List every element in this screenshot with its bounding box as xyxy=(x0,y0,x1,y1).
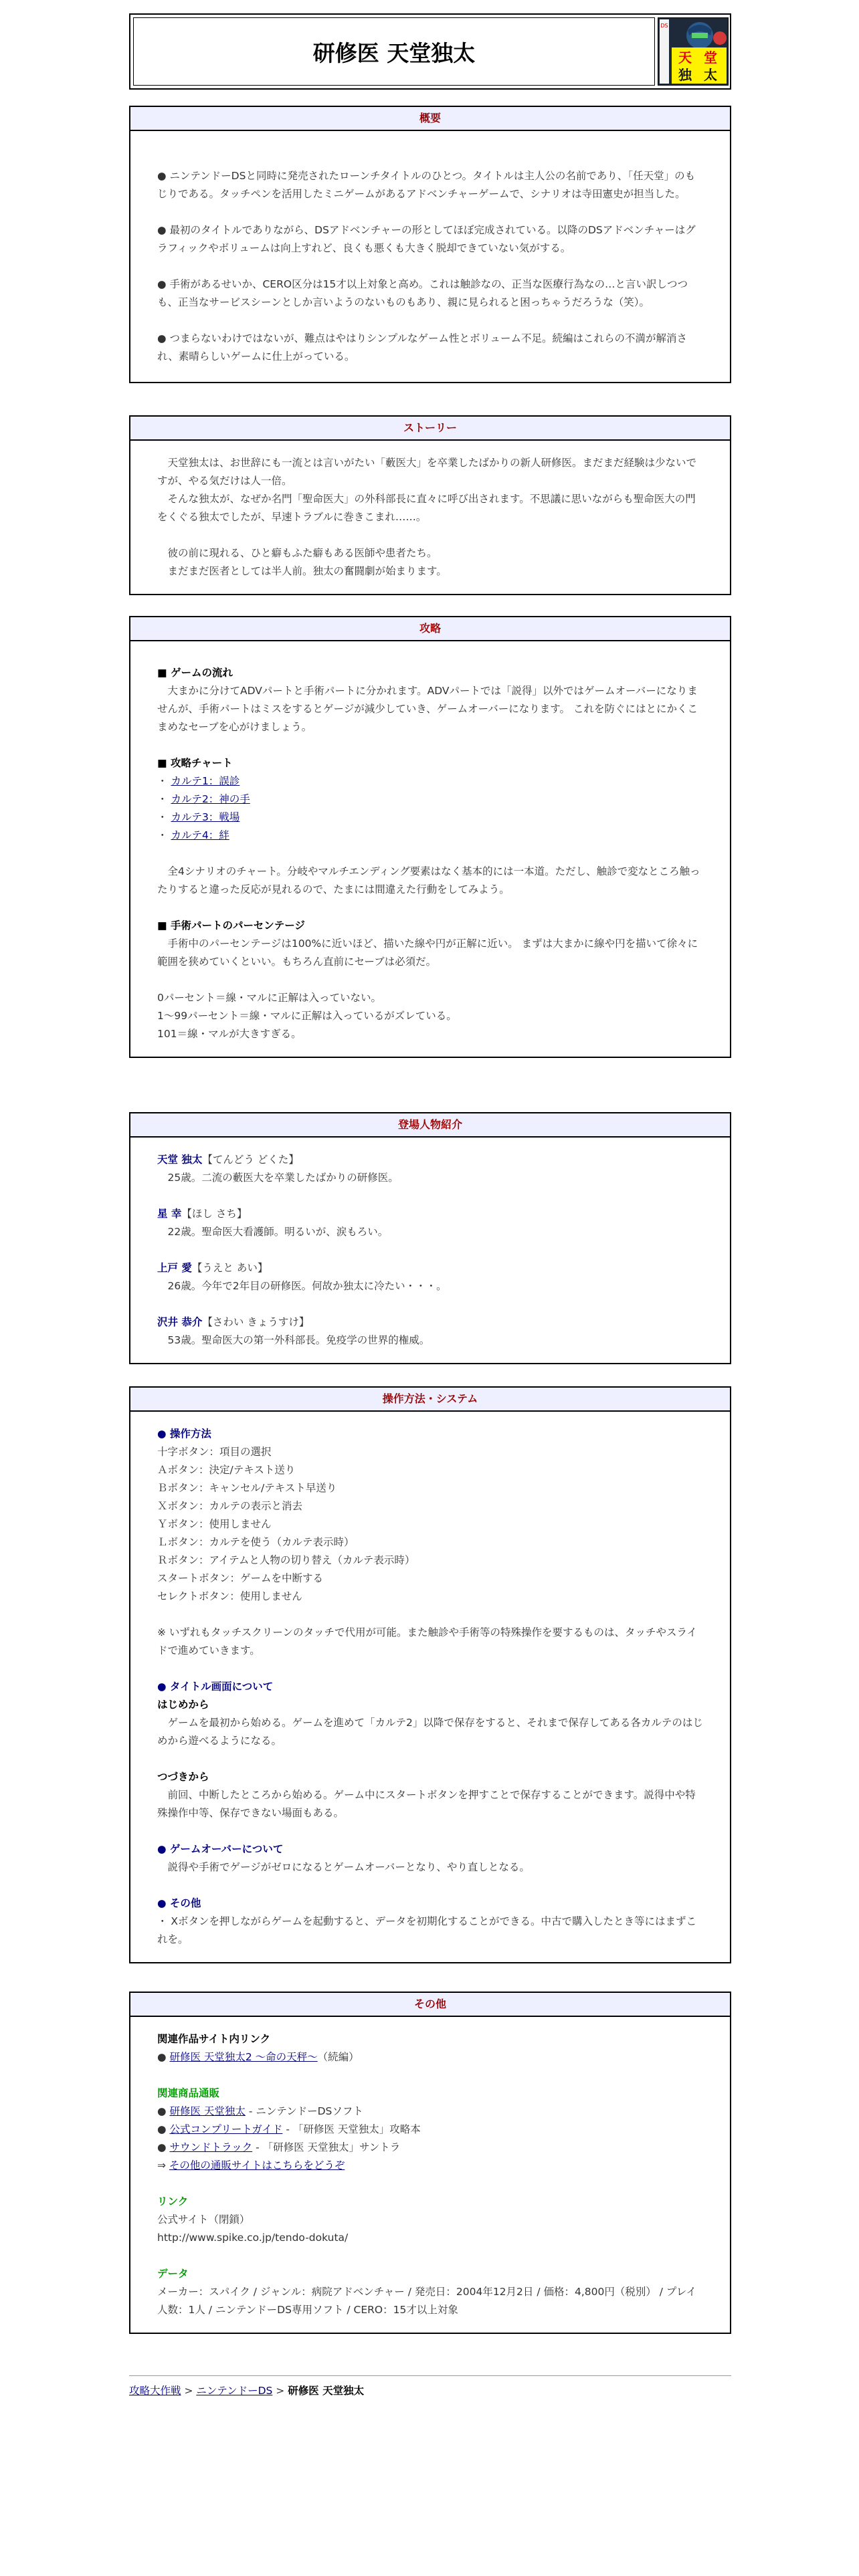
shop-suffix: - ニンテンドーDSソフト xyxy=(245,2105,363,2117)
related-suffix: （続編） xyxy=(317,2051,359,2063)
chart-title: ■ 攻略チャート xyxy=(157,757,233,769)
cover-char-2: 堂 xyxy=(704,49,717,66)
breadcrumb-category[interactable]: ニンテンドーDS xyxy=(196,2385,273,2397)
controls-section xyxy=(129,1386,731,1963)
ops-title: ● 操作方法 xyxy=(157,1428,211,1440)
chart-link-item: ・ カルテ4：絆 xyxy=(157,829,229,841)
op-line: Ａボタン：決定/テキスト送り xyxy=(157,1464,296,1476)
story-section xyxy=(129,415,731,595)
percent-line: 1～99パーセント＝線・マルに正解は入っているがズレている。 xyxy=(157,1010,457,1022)
guide-section xyxy=(129,616,731,1058)
shop-suffix: - 「研修医 天堂独太」攻略本 xyxy=(282,2123,421,2135)
page-header xyxy=(129,13,731,90)
flow-text: 大まかに分けてADVパートと手術パートに分かれます。ADVパートでは「説得」以外ではゲームオーバーになりませんが、手術パートはミスをするとゲージが減少していき、ゲームオーバーになります。 これを防ぐにはとにかくこまめなセーブを心がけましょう。 xyxy=(157,685,698,733)
breadcrumb-sep: > xyxy=(272,2385,288,2397)
shop-link[interactable]: 研修医 天堂独太 xyxy=(169,2105,246,2117)
op-line: Ｘボタン：カルテの表示と消去 xyxy=(157,1500,303,1512)
character-name: 沢井 恭介 xyxy=(157,1316,203,1328)
percent-line: 101＝線・マルが大きすぎる。 xyxy=(157,1028,302,1040)
character-desc: 25歳。二流の藪医大を卒業したばかりの研修医。 xyxy=(157,1172,399,1184)
character-entry xyxy=(157,1151,703,1187)
related-link[interactable]: 研修医 天堂独太2 ～命の天秤～ xyxy=(169,2051,318,2063)
cover-ds-label: DS xyxy=(660,23,668,29)
chart-link-item: ・ カルテ2：神の手 xyxy=(157,793,250,805)
gameover-text: 説得や手術でゲージがゼロになるとゲームオーバーとなり、やり直しとなる。 xyxy=(157,1861,530,1873)
characters-heading: 登場人物紹介 xyxy=(130,1113,730,1138)
shop-item: ● 研修医 天堂独太 - ニンテンドーDSソフト xyxy=(157,2105,363,2117)
guide-heading: 攻略 xyxy=(130,617,730,641)
gameover-title: ● ゲームオーバーについて xyxy=(157,1843,284,1855)
related-title: 関連作品サイト内リンク xyxy=(157,2033,271,2045)
title-screen-title: ● タイトル画面について xyxy=(157,1681,274,1693)
link-url: http://www.spike.co.jp/tendo-dokuta/ xyxy=(157,2232,349,2244)
character-reading: 【うえと あい】 xyxy=(191,1262,268,1274)
link-label: 公式サイト（閉鎖） xyxy=(157,2214,250,2226)
continue-text: 前回、中断したところから始める。ゲーム中にスタートボタンを押すことで保存することができます。説得中や特殊操作中等、保存できない場面もある。 xyxy=(157,1789,696,1819)
op-line: Ｂボタン：キャンセル/テキスト早送り xyxy=(157,1482,337,1494)
character-desc: 26歳。今年で2年目の研修医。何故か独太に冷たい・・・。 xyxy=(157,1280,447,1292)
character-entry xyxy=(157,1205,703,1241)
ops-note: ※ いずれもタッチスクリーンのタッチで代用が可能。また触診や手術等の特殊操作を要するものは、タッチやスライドで進めていきます。 xyxy=(157,1626,698,1656)
op-line: Ｒボタン：アイテムと人物の切り替え（カルテ表示時） xyxy=(157,1554,415,1566)
story-paragraph: 彼の前に現れる、ひと癖もふた癖もある医師や患者たち。 まだまだ医者としては半人前。独太の奮闘劇が始まります。 xyxy=(167,547,447,577)
story-heading: ストーリー xyxy=(130,417,730,441)
link-title: リンク xyxy=(157,2195,189,2208)
characters-section xyxy=(129,1112,731,1364)
overview-paragraph: ● 最初のタイトルでありながら、DSアドベンチャーの形としてほぼ完成されている。以降のDSアドベンチャーはグラフィックやボリュームは向上すれど、良くも悪くも大きく脱却できていない気がする。 xyxy=(157,224,696,254)
overview-section xyxy=(129,106,731,383)
cover-char-1: 天 xyxy=(678,49,692,66)
op-line: Ｌボタン：カルテを使う（カルテ表示時） xyxy=(157,1536,355,1548)
breadcrumb xyxy=(129,2375,731,2397)
chart-link-karte4[interactable]: カルテ4：絆 xyxy=(171,829,229,841)
op-line: スタートボタン：ゲームを中断する xyxy=(157,1572,324,1584)
breadcrumb-home[interactable]: 攻略大作戦 xyxy=(129,2385,181,2397)
misc-heading: その他 xyxy=(130,1993,730,2017)
cover-char-3: 独 xyxy=(678,67,692,83)
game-cover-image xyxy=(658,17,729,86)
title-box xyxy=(133,17,655,86)
overview-paragraph: ● つまらないわけではないが、難点はやはりシンプルなゲーム性とボリューム不足。続編はこれらの不満が解消され、素晴らしいゲームに仕上がっている。 xyxy=(157,332,687,362)
chart-link-karte3[interactable]: カルテ3：戦場 xyxy=(171,811,240,823)
chart-link-karte2[interactable]: カルテ2：神の手 xyxy=(171,793,250,805)
op-line: Ｙボタン：使用しません xyxy=(157,1518,272,1530)
character-reading: 【てんどう どくた】 xyxy=(202,1154,299,1166)
other-text: ・ Xボタンを押しながらゲームを起動すると、データを初期化することができる。中古で購入したとき等にはまずこれを。 xyxy=(157,1915,697,1945)
chart-note: 全4シナリオのチャート。分岐やマルチエンディング要素はなく基本的には一本道。ただし、触診で変なところ触ったりすると違った反応が見れるので、たまには間違えた行動をしてみよう。 xyxy=(157,865,700,895)
continue-title: つづきから xyxy=(157,1771,209,1783)
chart-link-item: ・ カルテ3：戦場 xyxy=(157,811,240,823)
page-title: 研修医 天堂独太 xyxy=(312,39,476,66)
percent-text: 手術中のパーセンテージは100%に近いほど、描いた線や円が正解に近い。 まずは大まかに線や円を描いて徐々に範囲を狭めていくといい。もちろん直前にセーブは必須だ。 xyxy=(157,938,698,968)
overview-paragraph: ● 手術があるせいか、CERO区分は15才以上対象と高め。これは触診なの、正当な医療行為なの…と言い訳しつつも、正当なサービスシーンとしか言いようのないものもあり、親に見られると困っちゃうだろうな（笑）。 xyxy=(157,278,688,308)
cover-art-icon xyxy=(658,18,728,85)
character-reading: 【さわい きょうすけ】 xyxy=(202,1316,310,1328)
character-name: 星 幸 xyxy=(157,1208,182,1220)
story-paragraph: 天堂独太は、お世辞にも一流とは言いがたい「藪医大」を卒業したばかりの新人研修医。まだまだ経験は少ないですが、やる気だけは人一倍。 そんな独太が、なぜか名門「聖命医大」の外科部長に直々に呼び出されます。不思議に思いながらも聖命医大の門をくぐる独太でしたが、早速トラブルに巻きこまれ……。 xyxy=(157,457,697,523)
character-reading: 【ほし さち】 xyxy=(181,1208,248,1220)
other-title: ● その他 xyxy=(157,1897,201,1909)
breadcrumb-current: 研修医 天堂独太 xyxy=(288,2385,365,2397)
percent-line: 0パーセント＝線・マルに正解は入っていない。 xyxy=(157,992,382,1004)
character-entry xyxy=(157,1313,703,1350)
shop-more-link[interactable]: その他の通販サイトはこちらをどうぞ xyxy=(169,2159,345,2171)
data-title: データ xyxy=(157,2268,189,2280)
shop-more-item: ⇒ その他の通販サイトはこちらをどうぞ xyxy=(157,2159,345,2171)
percent-title: ■ 手術パートのパーセンテージ xyxy=(157,920,305,932)
start-title: はじめから xyxy=(157,1699,209,1711)
shop-item: ● 公式コンプリートガイド - 「研修医 天堂独太」攻略本 xyxy=(157,2123,421,2135)
shop-suffix: - 「研修医 天堂独太」サントラ xyxy=(252,2141,401,2153)
breadcrumb-sep: > xyxy=(181,2385,197,2397)
cover-char-4: 太 xyxy=(704,67,717,83)
shop-title: 関連商品通販 xyxy=(157,2087,220,2099)
shop-item: ● サウンドトラック - 「研修医 天堂独太」サントラ xyxy=(157,2141,401,2153)
character-name: 上戸 愛 xyxy=(157,1262,192,1274)
shop-link[interactable]: サウンドトラック xyxy=(169,2141,253,2153)
shop-link[interactable]: 公式コンプリートガイド xyxy=(169,2123,283,2135)
flow-title: ■ ゲームの流れ xyxy=(157,667,233,679)
op-line: 十字ボタン：項目の選択 xyxy=(157,1446,272,1458)
character-desc: 53歳。聖命医大の第一外科部長。免疫学の世界的権威。 xyxy=(157,1334,430,1346)
data-text: メーカー：スパイク / ジャンル：病院アドベンチャー / 発売日：2004年12月2日 / 価格：4,800円（税別） / プレイ人数：1人 / ニンテンドーDS専用ソフト / CERO：15才以上対象 xyxy=(157,2286,697,2316)
start-text: ゲームを最初から始める。ゲームを進めて「カルテ2」以降で保存をすると、それまで保存してある各カルテのはじめから遊べるようになる。 xyxy=(157,1717,703,1747)
character-entry xyxy=(157,1259,703,1295)
character-desc: 22歳。聖命医大看護師。明るいが、涙もろい。 xyxy=(157,1226,389,1238)
chart-link-karte1[interactable]: カルテ1：誤診 xyxy=(171,775,240,787)
misc-section xyxy=(129,1992,731,2334)
related-item: ● 研修医 天堂独太2 ～命の天秤～（続編） xyxy=(157,2051,359,2063)
character-name: 天堂 独太 xyxy=(157,1154,203,1166)
controls-heading: 操作方法・システム xyxy=(130,1388,730,1412)
overview-heading: 概要 xyxy=(130,107,730,131)
op-line: セレクトボタン：使用しません xyxy=(157,1590,302,1602)
chart-link-item: ・ カルテ1：誤診 xyxy=(157,775,240,787)
overview-paragraph: ● ニンテンドーDSと同時に発売されたローンチタイトルのひとつ。タイトルは主人公の名前であり、「任天堂」のもじりである。タッチペンを活用したミニゲームがあるアドベンチャーゲームで、シナリオは寺田憲史が担当した。 xyxy=(157,170,696,200)
